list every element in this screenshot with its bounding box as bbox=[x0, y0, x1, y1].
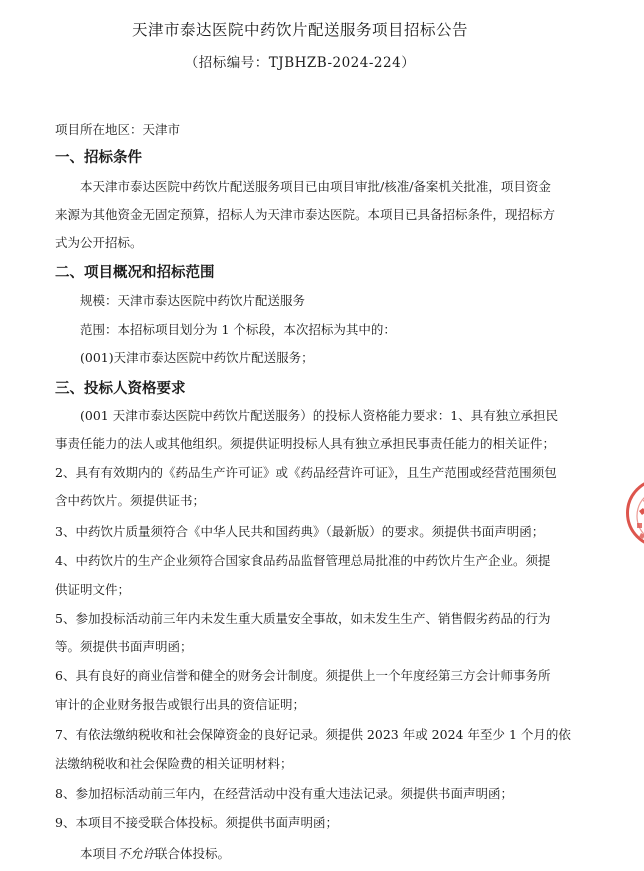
paragraph-line: 本天津市泰达医院中药饮片配送服务项目已由项目审批/核准/备案机关批准，项目资金 bbox=[80, 179, 551, 194]
paragraph-line: 3、中药饮片质量须符合《中华人民共和国药典》（最新版）的要求。须提供书面声明函； bbox=[55, 524, 545, 539]
paragraph-line: (001)天津市泰达医院中药饮片配送服务； bbox=[80, 350, 314, 365]
final-statement-emphasis: 不允许 bbox=[117, 846, 156, 861]
official-seal-stamp bbox=[626, 478, 644, 548]
section-heading-project-overview: 二、项目概况和招标范围 bbox=[55, 265, 215, 281]
final-statement-suffix: 联合体投标。 bbox=[155, 846, 231, 861]
paragraph-line: 5、参加投标活动前三年内未发生重大质量安全事故，如未发生生产、销售假劣药品的行为 bbox=[55, 611, 551, 626]
paragraph-line: 供证明文件； bbox=[55, 582, 131, 597]
final-statement-prefix: 本项目 bbox=[80, 846, 118, 861]
paragraph-line: 等。须提供书面声明函； bbox=[55, 639, 193, 654]
paragraph-line: 式为公开招标。 bbox=[55, 235, 143, 250]
paragraph-line: 规模：天津市泰达医院中药饮片配送服务 bbox=[80, 293, 306, 308]
paragraph-line: 7、有依法缴纳税收和社会保障资金的良好记录。须提供 2023 年或 2024 年至少 1 个月的依 bbox=[55, 727, 571, 742]
paragraph-line: 法缴纳税收和社会保险费的相关证明材料； bbox=[55, 756, 293, 771]
section-heading-bidder-qualifications: 三、投标人资格要求 bbox=[55, 381, 186, 397]
paragraph-line: 4、中药饮片的生产企业须符合国家食品药品监督管理总局批准的中药饮片生产企业。须提 bbox=[55, 553, 551, 568]
project-region: 项目所在地区：天津市 bbox=[55, 122, 181, 137]
section-heading-bidding-conditions: 一、招标条件 bbox=[55, 150, 142, 166]
tender-number: （招标编号：TJBHZB-2024-224） bbox=[184, 55, 416, 71]
paragraph-line: (001 天津市泰达医院中药饮片配送服务）的投标人资格能力要求：1、具有独立承担民 bbox=[80, 408, 559, 423]
paragraph-line: 范围：本招标项目划分为 1 个标段，本次招标为其中的： bbox=[80, 322, 396, 337]
final-statement bbox=[80, 846, 230, 862]
paragraph-line: 8、参加招标活动前三年内，在经营活动中没有重大违法记录。须提供书面声明函； bbox=[55, 786, 513, 801]
seal-marks-icon bbox=[629, 481, 644, 548]
paragraph-line: 事责任能力的法人或其他组织。须提供证明投标人具有独立承担民事责任能力的相关证件； bbox=[55, 436, 556, 451]
paragraph-line: 6、具有良好的商业信誉和健全的财务会计制度。须提供上一个年度经第三方会计师事务所 bbox=[55, 668, 551, 683]
paragraph-line: 9、本项目不接受联合体投标。须提供书面声明函； bbox=[55, 815, 338, 830]
page-title: 天津市泰达医院中药饮片配送服务项目招标公告 bbox=[131, 21, 468, 39]
paragraph-line: 审计的企业财务报告或银行出具的资信证明； bbox=[55, 697, 306, 712]
paragraph-line: 2、具有有效期内的《药品生产许可证》或《药品经营许可证》，且生产范围或经营范围须包 bbox=[55, 465, 557, 480]
paragraph-line: 含中药饮片。须提供证书； bbox=[55, 493, 206, 508]
paragraph-line: 来源为其他资金无固定预算，招标人为天津市泰达医院。本项目已具备招标条件，现招标方 bbox=[55, 207, 556, 222]
